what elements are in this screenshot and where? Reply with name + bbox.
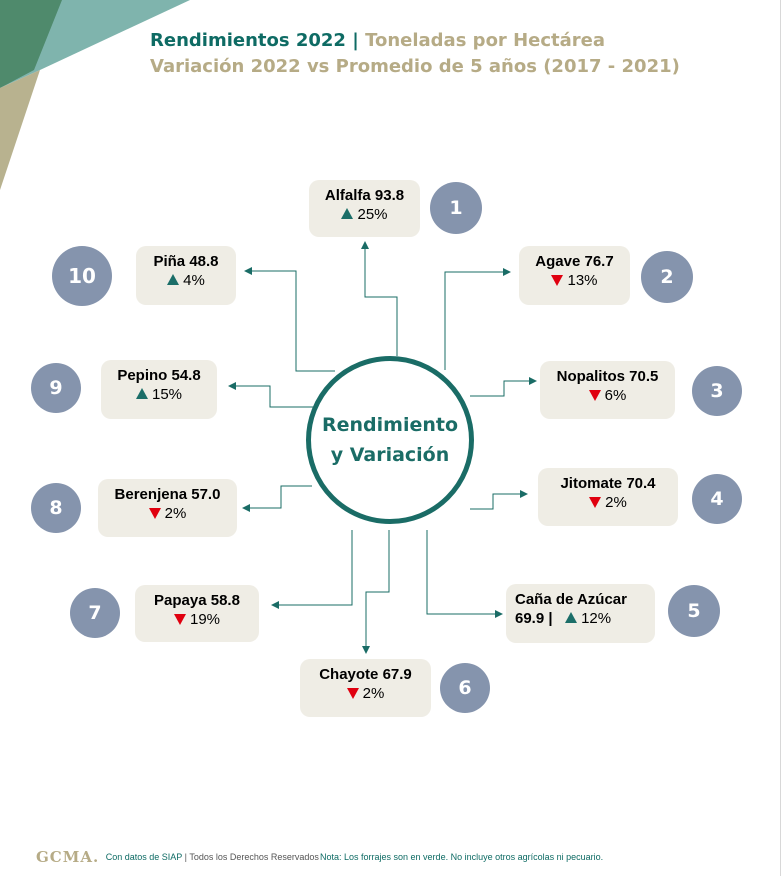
crop-change: 13% bbox=[567, 272, 598, 289]
title-unit: Toneladas por Hectárea bbox=[365, 30, 606, 51]
crop-value: 69.9 | bbox=[515, 610, 553, 627]
rank-badge: 8 bbox=[31, 483, 81, 533]
crop-change: 19% bbox=[189, 611, 221, 628]
crop-label: Nopalitos 70.5 bbox=[556, 368, 659, 385]
crop-label: Pepino 54.8 bbox=[117, 367, 201, 384]
down-triangle-icon bbox=[589, 497, 601, 508]
title-separator: | bbox=[352, 30, 359, 51]
footer-rights: | Todos los Derechos Reservados bbox=[184, 852, 319, 862]
down-triangle-icon bbox=[149, 508, 161, 519]
rank-badge: 4 bbox=[692, 474, 742, 524]
connector-7 bbox=[272, 530, 352, 605]
crop-box-alfalfa bbox=[309, 180, 420, 237]
up-triangle-icon bbox=[167, 274, 179, 285]
crop-change: 4% bbox=[183, 272, 205, 289]
crop-change: 2% bbox=[164, 505, 187, 522]
connector-9 bbox=[229, 386, 313, 407]
crop-label: Jitomate 70.4 bbox=[560, 475, 656, 492]
crop-box-pina bbox=[136, 246, 236, 305]
down-triangle-icon bbox=[551, 275, 563, 286]
crop-label: Alfalfa 93.8 bbox=[324, 187, 405, 204]
center-label-line1: Rendimiento bbox=[321, 414, 458, 436]
crop-label: Papaya 58.8 bbox=[154, 592, 240, 609]
down-triangle-icon bbox=[347, 688, 359, 699]
up-triangle-icon bbox=[565, 612, 577, 623]
footer-source: Con datos de SIAP bbox=[105, 852, 183, 862]
rank-badge: 7 bbox=[70, 588, 120, 638]
center-label-line2: y Variación bbox=[330, 444, 450, 466]
crop-label: Caña de Azúcar bbox=[515, 591, 627, 608]
rank-badge: 6 bbox=[440, 663, 490, 713]
crop-box-cana-de-azucar bbox=[506, 584, 655, 643]
connector-4 bbox=[470, 494, 527, 509]
crop-box-pepino bbox=[101, 360, 217, 419]
connector-5 bbox=[427, 530, 502, 614]
rank-badge: 9 bbox=[31, 363, 81, 413]
crop-change: 2% bbox=[605, 494, 627, 511]
crop-change: 6% bbox=[604, 387, 627, 404]
connector-10 bbox=[245, 271, 335, 371]
connector-2 bbox=[445, 272, 510, 370]
crop-label: Agave 76.7 bbox=[535, 253, 614, 270]
crop-label: Chayote 67.9 bbox=[319, 666, 412, 683]
rank-badge: 1 bbox=[430, 182, 482, 234]
crop-change: 15% bbox=[151, 386, 183, 403]
rank-badge: 2 bbox=[641, 251, 693, 303]
down-triangle-icon bbox=[589, 390, 601, 401]
footer-note: Nota: Los forrajes son en verde. No incluye otros agrícolas ni pecuario. bbox=[320, 852, 604, 862]
crop-change: 12% bbox=[581, 610, 612, 627]
crop-change: 25% bbox=[357, 206, 388, 223]
crop-label: Berenjena 57.0 bbox=[114, 486, 221, 503]
crop-box-papaya bbox=[135, 585, 259, 642]
rank-badge: 3 bbox=[692, 366, 742, 416]
center-circle bbox=[306, 356, 474, 524]
down-triangle-icon bbox=[174, 614, 186, 625]
connector-3 bbox=[470, 381, 536, 396]
rank-badge: 5 bbox=[668, 585, 720, 637]
gcma-logo: GCMA. bbox=[36, 848, 100, 866]
up-triangle-icon bbox=[136, 388, 148, 399]
crop-label: Piña 48.8 bbox=[153, 253, 219, 270]
connector-1 bbox=[365, 242, 397, 356]
crop-change: 2% bbox=[362, 685, 385, 702]
crop-box-nopalitos bbox=[540, 361, 675, 419]
footer bbox=[36, 848, 319, 866]
up-triangle-icon bbox=[341, 208, 353, 219]
connector-8 bbox=[243, 486, 312, 508]
rank-badge: 10 bbox=[52, 246, 112, 306]
crop-box-jitomate bbox=[538, 468, 678, 526]
crop-box-chayote bbox=[300, 659, 431, 717]
title-main: Rendimientos 2022 bbox=[150, 30, 346, 51]
connector-6 bbox=[366, 530, 389, 653]
chart-subtitle: Variación 2022 vs Promedio de 5 años (2017 - 2021) bbox=[150, 56, 680, 77]
crop-box-agave bbox=[519, 246, 630, 305]
crop-box-berenjena bbox=[98, 479, 237, 537]
